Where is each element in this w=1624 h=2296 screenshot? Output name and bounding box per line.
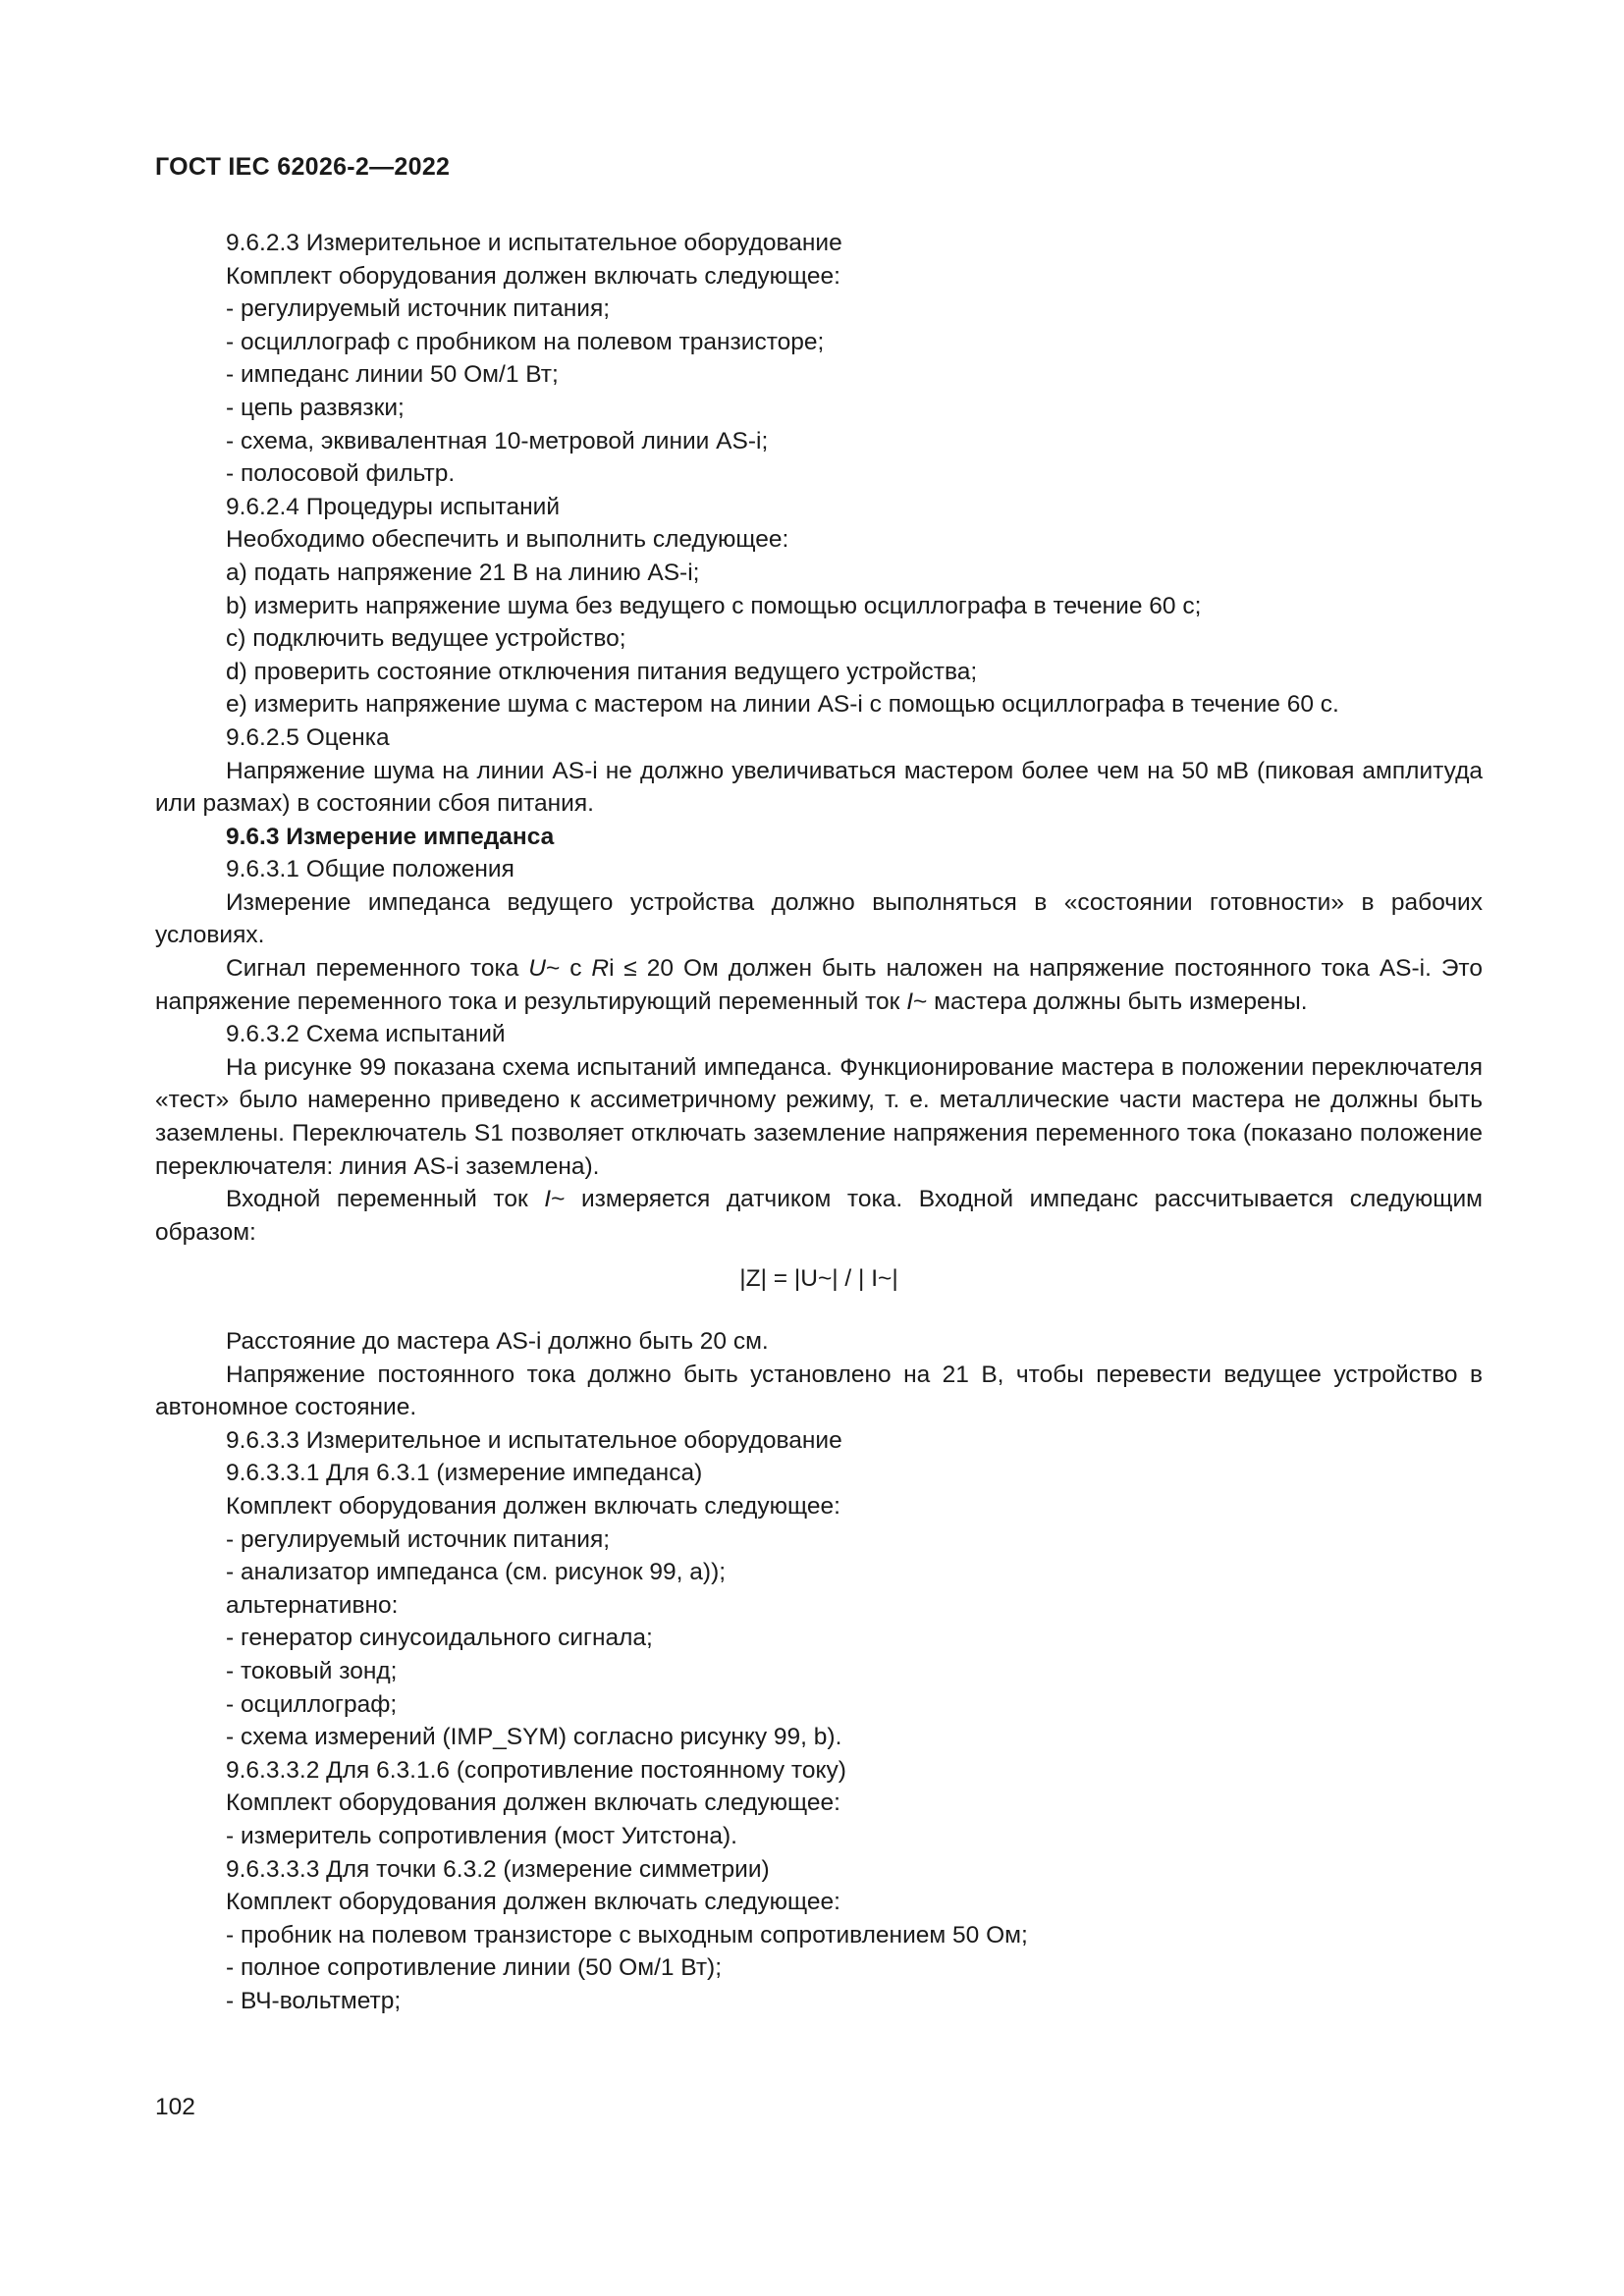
paragraph: Комплект оборудования должен включать следующее: <box>226 262 840 290</box>
paragraph: Входной переменный ток I~ измеряется датчиком тока. Входной импеданс рассчитывается следующим образом: <box>155 1186 1483 1246</box>
document-body <box>155 227 1483 2017</box>
document-header: ГОСТ IEC 62026-2—2022 <box>155 153 451 181</box>
paragraph: Необходимо обеспечить и выполнить следующее: <box>226 526 789 554</box>
paragraph: Напряжение постоянного тока должно быть установлено на 21 В, чтобы перевести ведущее устройство в автономное состояние. <box>155 1361 1483 1421</box>
paragraph: b) измерить напряжение шума без ведущего с помощью осциллографа в течение 60 с; <box>226 592 1202 619</box>
paragraph: - полное сопротивление линии (50 Ом/1 Вт); <box>226 1954 723 1982</box>
paragraph: - импеданс линии 50 Ом/1 Вт; <box>226 361 559 389</box>
paragraph: 9.6.2.4 Процедуры испытаний <box>226 493 561 520</box>
paragraph: 9.6.3.2 Схема испытаний <box>226 1021 506 1048</box>
paragraph: - осциллограф; <box>226 1690 398 1718</box>
paragraph: - ВЧ-вольтметр; <box>226 1987 402 2014</box>
paragraph: - полосовой фильтр. <box>226 460 456 488</box>
paragraph: - схема измерений (IMP_SYM) согласно рисунку 99, b). <box>226 1724 842 1751</box>
paragraph: - анализатор импеданса (см. рисунок 99, а)); <box>226 1559 727 1586</box>
section-heading: 9.6.3 Измерение импеданса <box>226 823 555 850</box>
paragraph: - регулируемый источник питания; <box>226 1525 611 1553</box>
paragraph: альтернативно: <box>226 1591 399 1619</box>
paragraph: - измеритель сопротивления (мост Уитстона). <box>226 1822 737 1849</box>
paragraph: a) подать напряжение 21 В на линию AS-i; <box>226 559 700 586</box>
paragraph: Комплект оборудования должен включать следующее: <box>226 1492 840 1520</box>
paragraph: - пробник на полевом транзисторе с выходным сопротивлением 50 Ом; <box>226 1921 1028 1949</box>
paragraph: - осциллограф с пробником на полевом транзисторе; <box>226 328 825 355</box>
paragraph: 9.6.2.5 Оценка <box>226 723 390 751</box>
paragraph: Сигнал переменного тока U~ с Ri ≤ 20 Ом должен быть наложен на напряжение постоянного тока AS-i. Это напряжение переменного тока и результирующий переменный ток I~ мастера должны быть измерены. <box>155 955 1484 1015</box>
paragraph: - токовый зонд; <box>226 1657 398 1684</box>
paragraph: 9.6.3.1 Общие положения <box>226 856 514 883</box>
formula: |Z| = |U~| / | I~| <box>739 1265 898 1293</box>
paragraph: e) измерить напряжение шума с мастером на линии AS-i с помощью осциллографа в течение 60 с. <box>226 691 1339 719</box>
paragraph: - схема, эквивалентная 10-метровой линии AS-i; <box>226 427 769 454</box>
paragraph: 9.6.2.3 Измерительное и испытательное оборудование <box>226 230 842 256</box>
paragraph: 9.6.3.3 Измерительное и испытательное оборудование <box>226 1426 842 1454</box>
paragraph: 9.6.3.3.3 Для точки 6.3.2 (измерение симметрии) <box>226 1855 770 1883</box>
paragraph: - цепь развязки; <box>226 394 405 421</box>
paragraph: 9.6.3.3.1 Для 6.3.1 (измерение импеданса) <box>226 1460 703 1487</box>
paragraph: c) подключить ведущее устройство; <box>226 625 626 653</box>
page-number: 102 <box>155 2094 195 2120</box>
paragraph: - генератор синусоидального сигнала; <box>226 1625 653 1652</box>
paragraph: Напряжение шума на линии AS-i не должно увеличиваться мастером более чем на 50 мВ (пиковая амплитуда или размах) в состоянии сбоя питания. <box>155 757 1483 818</box>
paragraph: Измерение импеданса ведущего устройства должно выполняться в «состоянии готовности» в рабочих условиях. <box>155 888 1483 949</box>
paragraph: Комплект оборудования должен включать следующее: <box>226 1789 840 1817</box>
paragraph: Расстояние до мастера AS-i должно быть 20 см. <box>226 1328 769 1355</box>
paragraph: Комплект оборудования должен включать следующее: <box>226 1889 840 1916</box>
paragraph: 9.6.3.3.2 Для 6.3.1.6 (сопротивление постоянному току) <box>226 1756 846 1784</box>
paragraph: На рисунке 99 показана схема испытаний импеданса. Функционирование мастера в положении переключателя «тест» было намеренно приведено к ассиметричному режиму, т. е. металлические части мастера не должны быть заземлены. Переключатель S1 позволяет отключать заземление напряжения переменного тока (показано положение переключателя: линия AS-i заземлена). <box>155 1053 1483 1180</box>
paragraph: d) проверить состояние отключения питания ведущего устройства; <box>226 658 978 685</box>
paragraph: - регулируемый источник питания; <box>226 295 611 323</box>
